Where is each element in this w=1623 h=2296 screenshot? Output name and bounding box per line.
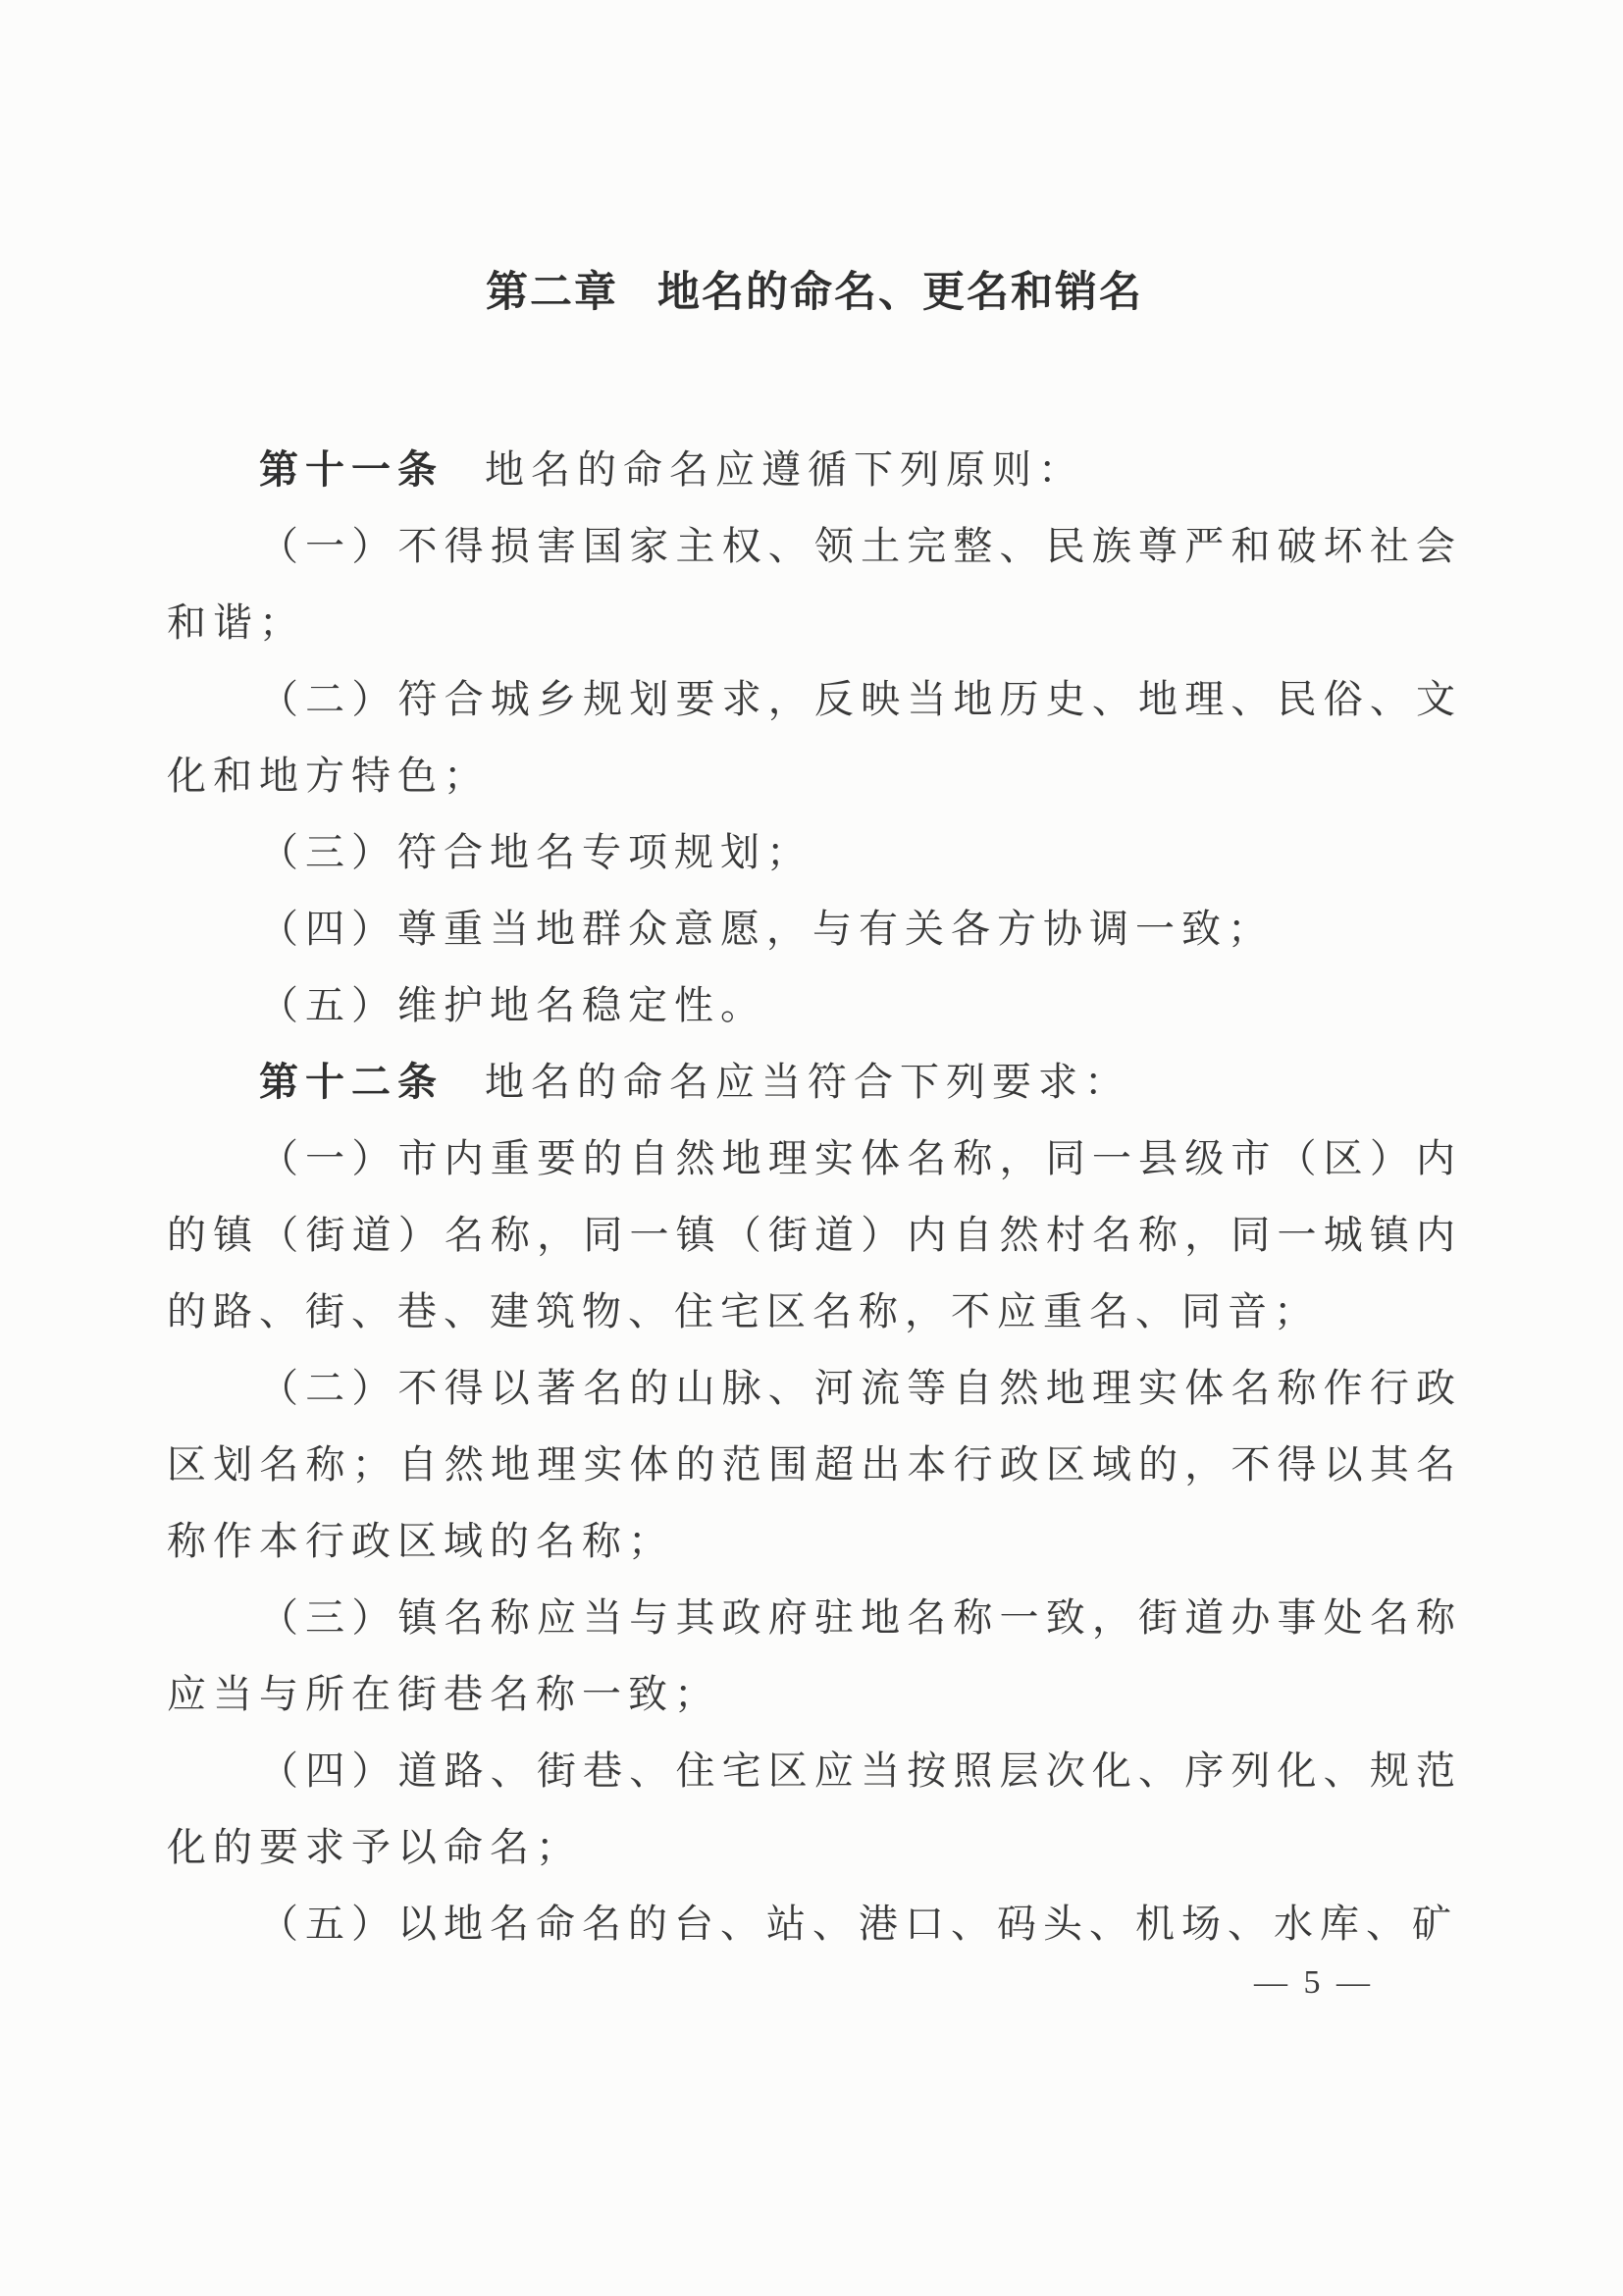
article-11-text: 地名的命名应遵循下列原则： (485, 447, 1084, 492)
article-11-number: 第十一条 (259, 448, 444, 492)
article-11-item-2: （二）符合城乡规划要求，反映当地历史、地理、民俗、文化和地方特色； (167, 677, 1462, 798)
article-11-item-5: （五）维护地名稳定性。 (259, 983, 766, 1027)
article-12-number: 第十二条 (259, 1061, 444, 1104)
article-11-item-4: （四）尊重当地群众意愿，与有关各方协调一致； (259, 907, 1274, 951)
article-12-item-1: （一）市内重要的自然地理实体名称，同一县级市（区）内的镇（街道）名称，同一镇（街道）内自然村名称，同一城镇内的路、街、巷、建筑物、住宅区名称，不应重名、同音； (167, 1136, 1462, 1333)
article-11-item-1: （一）不得损害国家主权、领土完整、民族尊严和破坏社会和谐； (167, 524, 1462, 645)
page-number: — 5 — (1254, 1964, 1374, 2001)
article-12-heading (167, 1044, 1462, 1121)
article-11-item-3: （三）符合地名专项规划； (259, 830, 812, 874)
article-12-item-4: （四）道路、街巷、住宅区应当按照层次化、序列化、规范化的要求予以命名； (167, 1748, 1462, 1869)
article-11-heading (167, 432, 1462, 508)
article-12-text: 地名的命名应当符合下列要求： (485, 1060, 1130, 1104)
article-12-item-3: （三）镇名称应当与其政府驻地名称一致，街道办事处名称应当与所在街巷名称一致； (167, 1595, 1462, 1716)
document-content (167, 263, 1462, 1962)
article-12-item-5: （五）以地名命名的台、站、港口、码头、机场、水库、矿 (259, 1902, 1458, 1946)
article-12-item-2: （二）不得以著名的山脉、河流等自然地理实体名称作行政区划名称；自然地理实体的范围超出本行政区域的，不得以其名称作本行政区域的名称； (167, 1366, 1462, 1563)
chapter-heading (167, 263, 1462, 322)
chapter-title: 地名的命名、更名和销名 (657, 269, 1143, 316)
chapter-number: 第二章 (486, 269, 618, 316)
